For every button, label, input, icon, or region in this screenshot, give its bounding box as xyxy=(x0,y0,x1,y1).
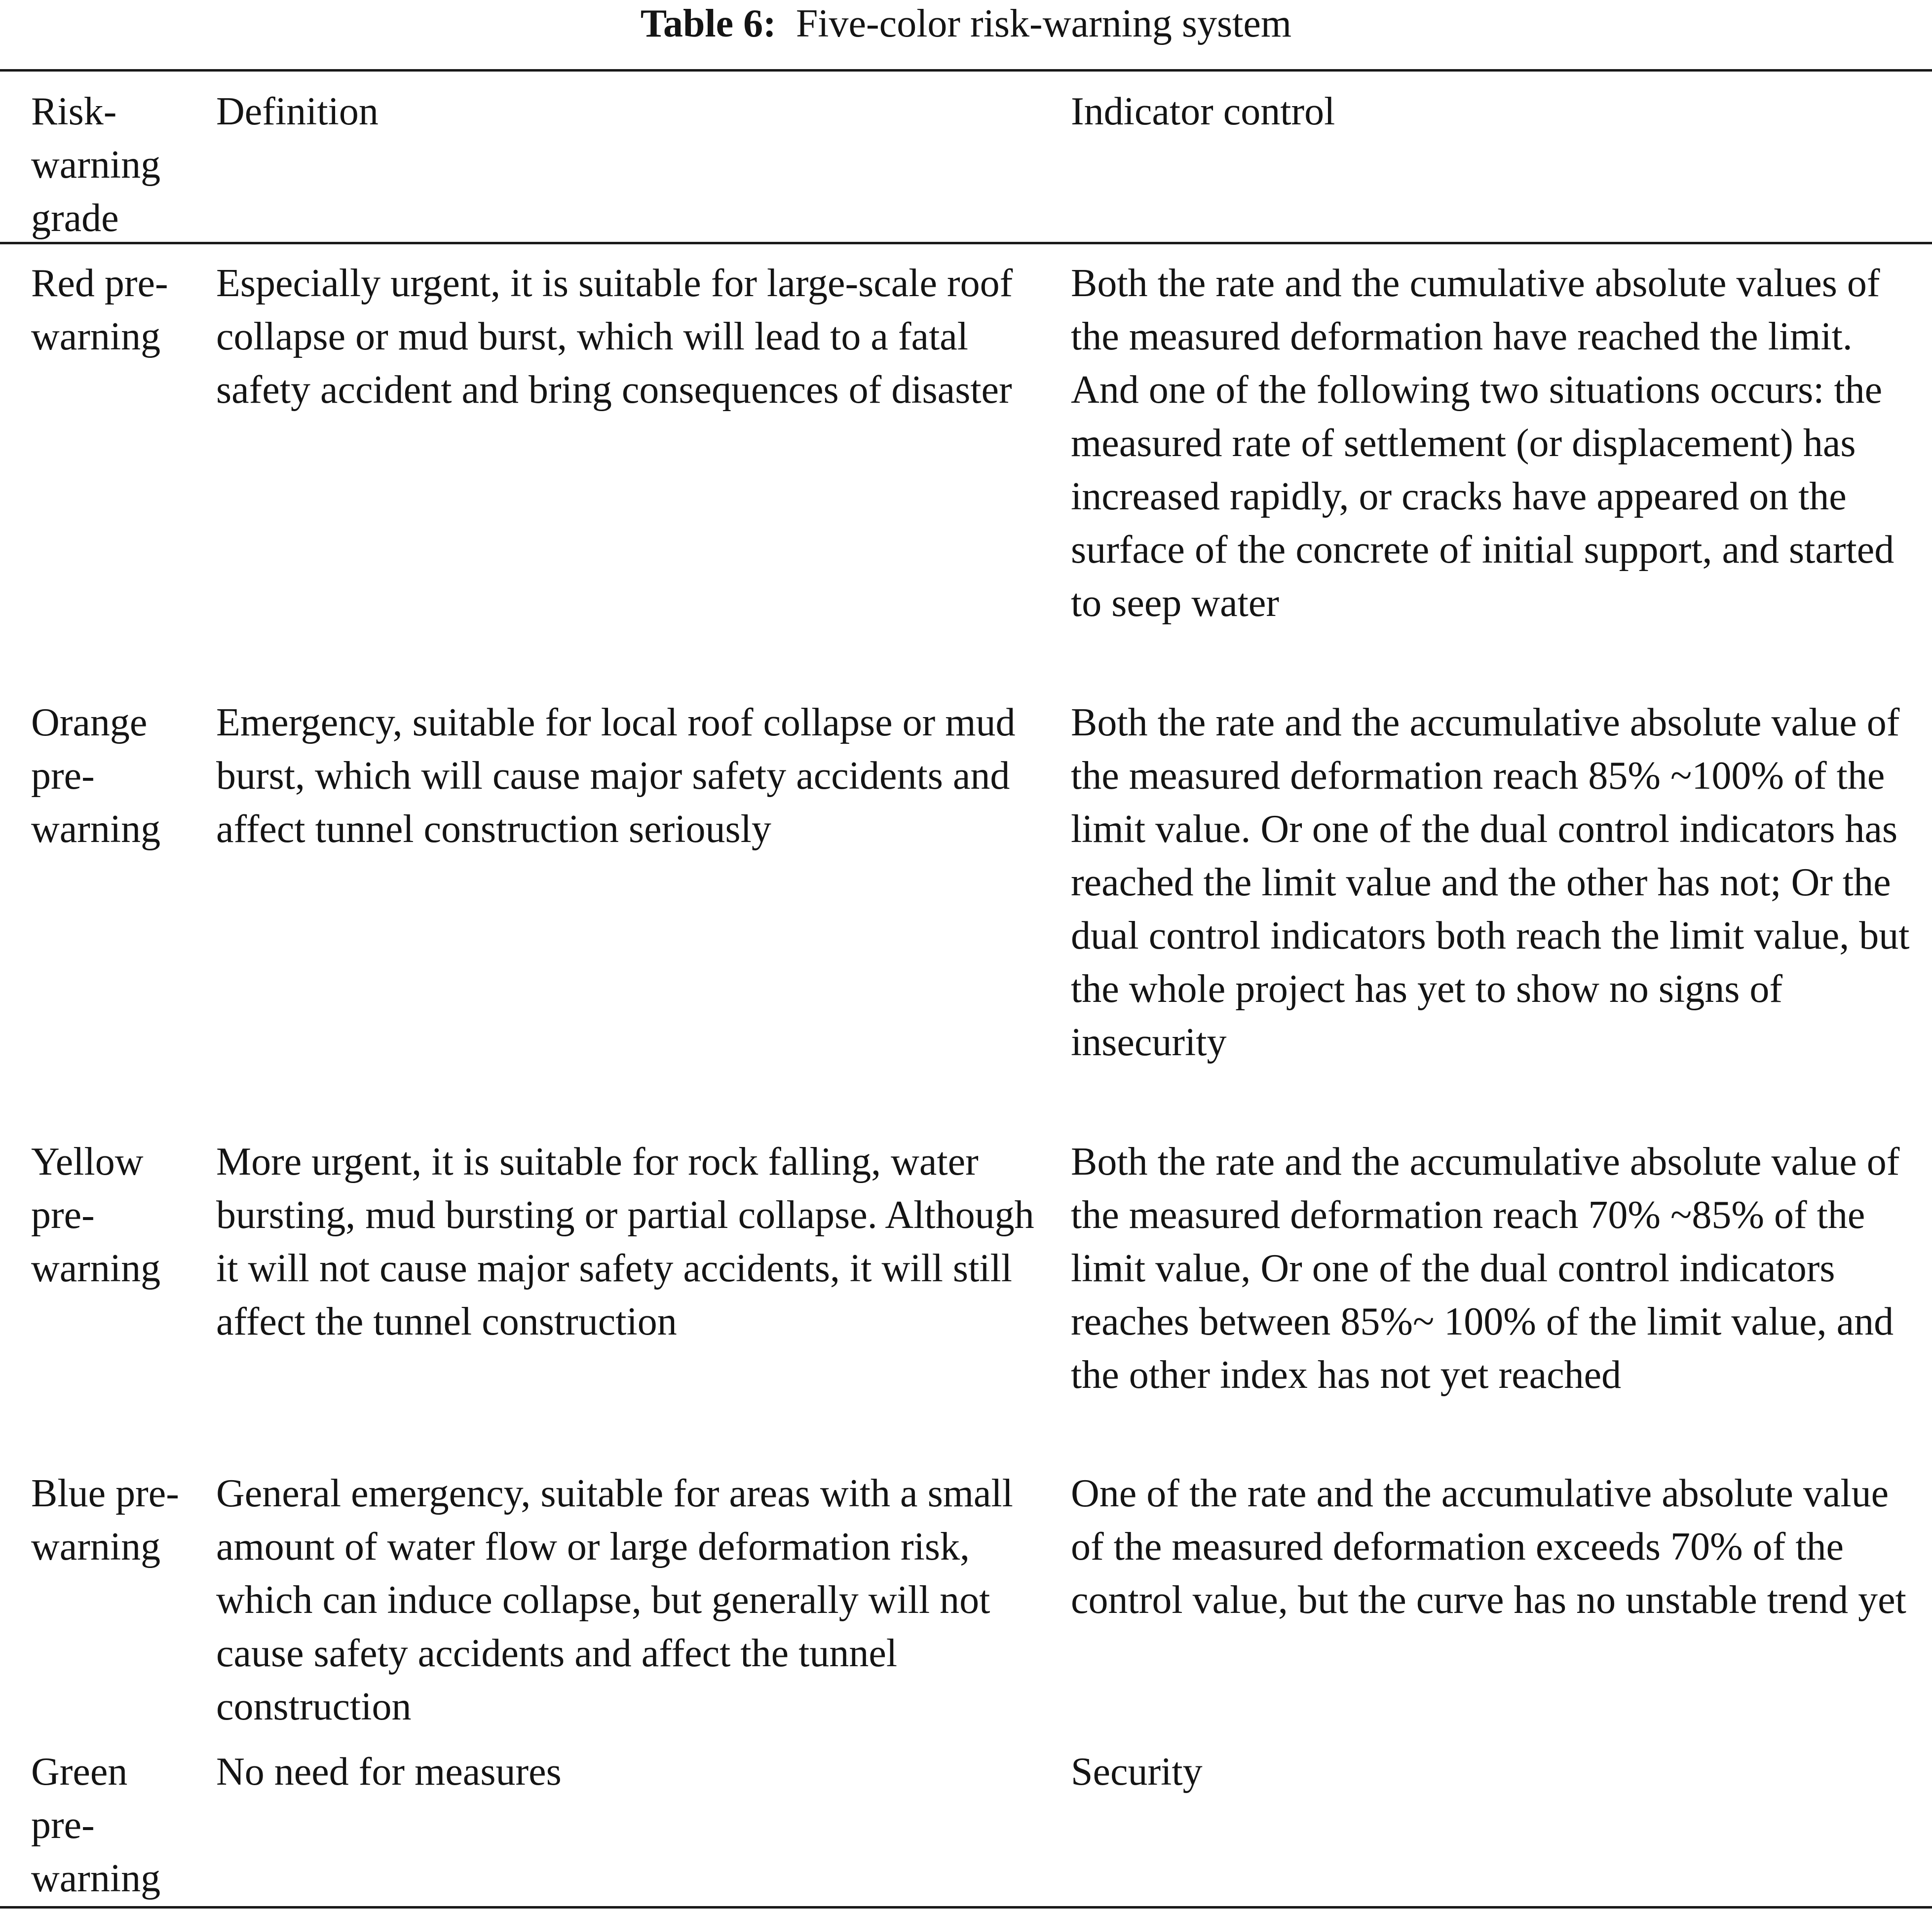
grade-cell: Yellow pre-warning xyxy=(31,1140,161,1290)
grade-cell: Green pre-warning xyxy=(31,1750,161,1900)
indicator-cell: One of the rate and the accumulative absolute value of the measured deformation exceeds 70% of the control value, but the curve has no unstable trend yet xyxy=(1071,1472,1906,1622)
grade-cell: Orange pre-warning xyxy=(31,701,161,851)
indicator-cell: Security xyxy=(1071,1750,1203,1794)
table-caption-text: Five-color risk-warning system xyxy=(796,2,1292,45)
table-caption xyxy=(0,1,1932,46)
definition-cell: No need for measures xyxy=(216,1750,562,1794)
indicator-cell: Both the rate and the accumulative absolute value of the measured deformation reach 70% ~85% of the limit value, Or one of the dual control indicators reaches between 85%~ 100% of the limit value, and the other index has not yet reached xyxy=(1071,1140,1900,1397)
indicator-cell: Both the rate and the cumulative absolute values of the measured deformation have reached the limit. And one of the following two situations occurs: the measured rate of settlement (or displacement) has increased rapidly, or cracks have appeared on the surface of the concrete of initial support, and started to seep water xyxy=(1071,262,1894,625)
header-definition: Definition xyxy=(216,90,379,133)
header-risk-warning-grade: Risk-warning grade xyxy=(31,90,161,240)
table-top-rule xyxy=(0,69,1932,72)
header-indicator-control: Indicator control xyxy=(1071,90,1335,133)
table-bottom-rule xyxy=(0,1906,1932,1909)
grade-cell: Blue pre-warning xyxy=(31,1472,179,1568)
table-caption-label: Table 6: xyxy=(640,2,776,45)
definition-cell: More urgent, it is suitable for rock falling, water bursting, mud bursting or partial collapse. Although it will not cause major safety accidents, it will still affect the tunnel construction xyxy=(216,1140,1034,1343)
definition-cell: Especially urgent, it is suitable for large-scale roof collapse or mud burst, which will lead to a fatal safety accident and bring consequences of disaster xyxy=(216,262,1013,412)
definition-cell: General emergency, suitable for areas with a small amount of water flow or large deformation risk, which can induce collapse, but generally will not cause safety accidents and affect the tunnel construction xyxy=(216,1472,1013,1728)
indicator-cell: Both the rate and the accumulative absolute value of the measured deformation reach 85% ~100% of the limit value. Or one of the dual control indicators has reached the limit value and the other has not; Or the dual control indicators both reach the limit value, but the whole project has yet to show no signs of insecurity xyxy=(1071,701,1910,1064)
table-header-rule xyxy=(0,242,1932,244)
definition-cell: Emergency, suitable for local roof collapse or mud burst, which will cause major safety accidents and affect tunnel construction seriously xyxy=(216,701,1016,851)
grade-cell: Red pre-warning xyxy=(31,262,168,358)
